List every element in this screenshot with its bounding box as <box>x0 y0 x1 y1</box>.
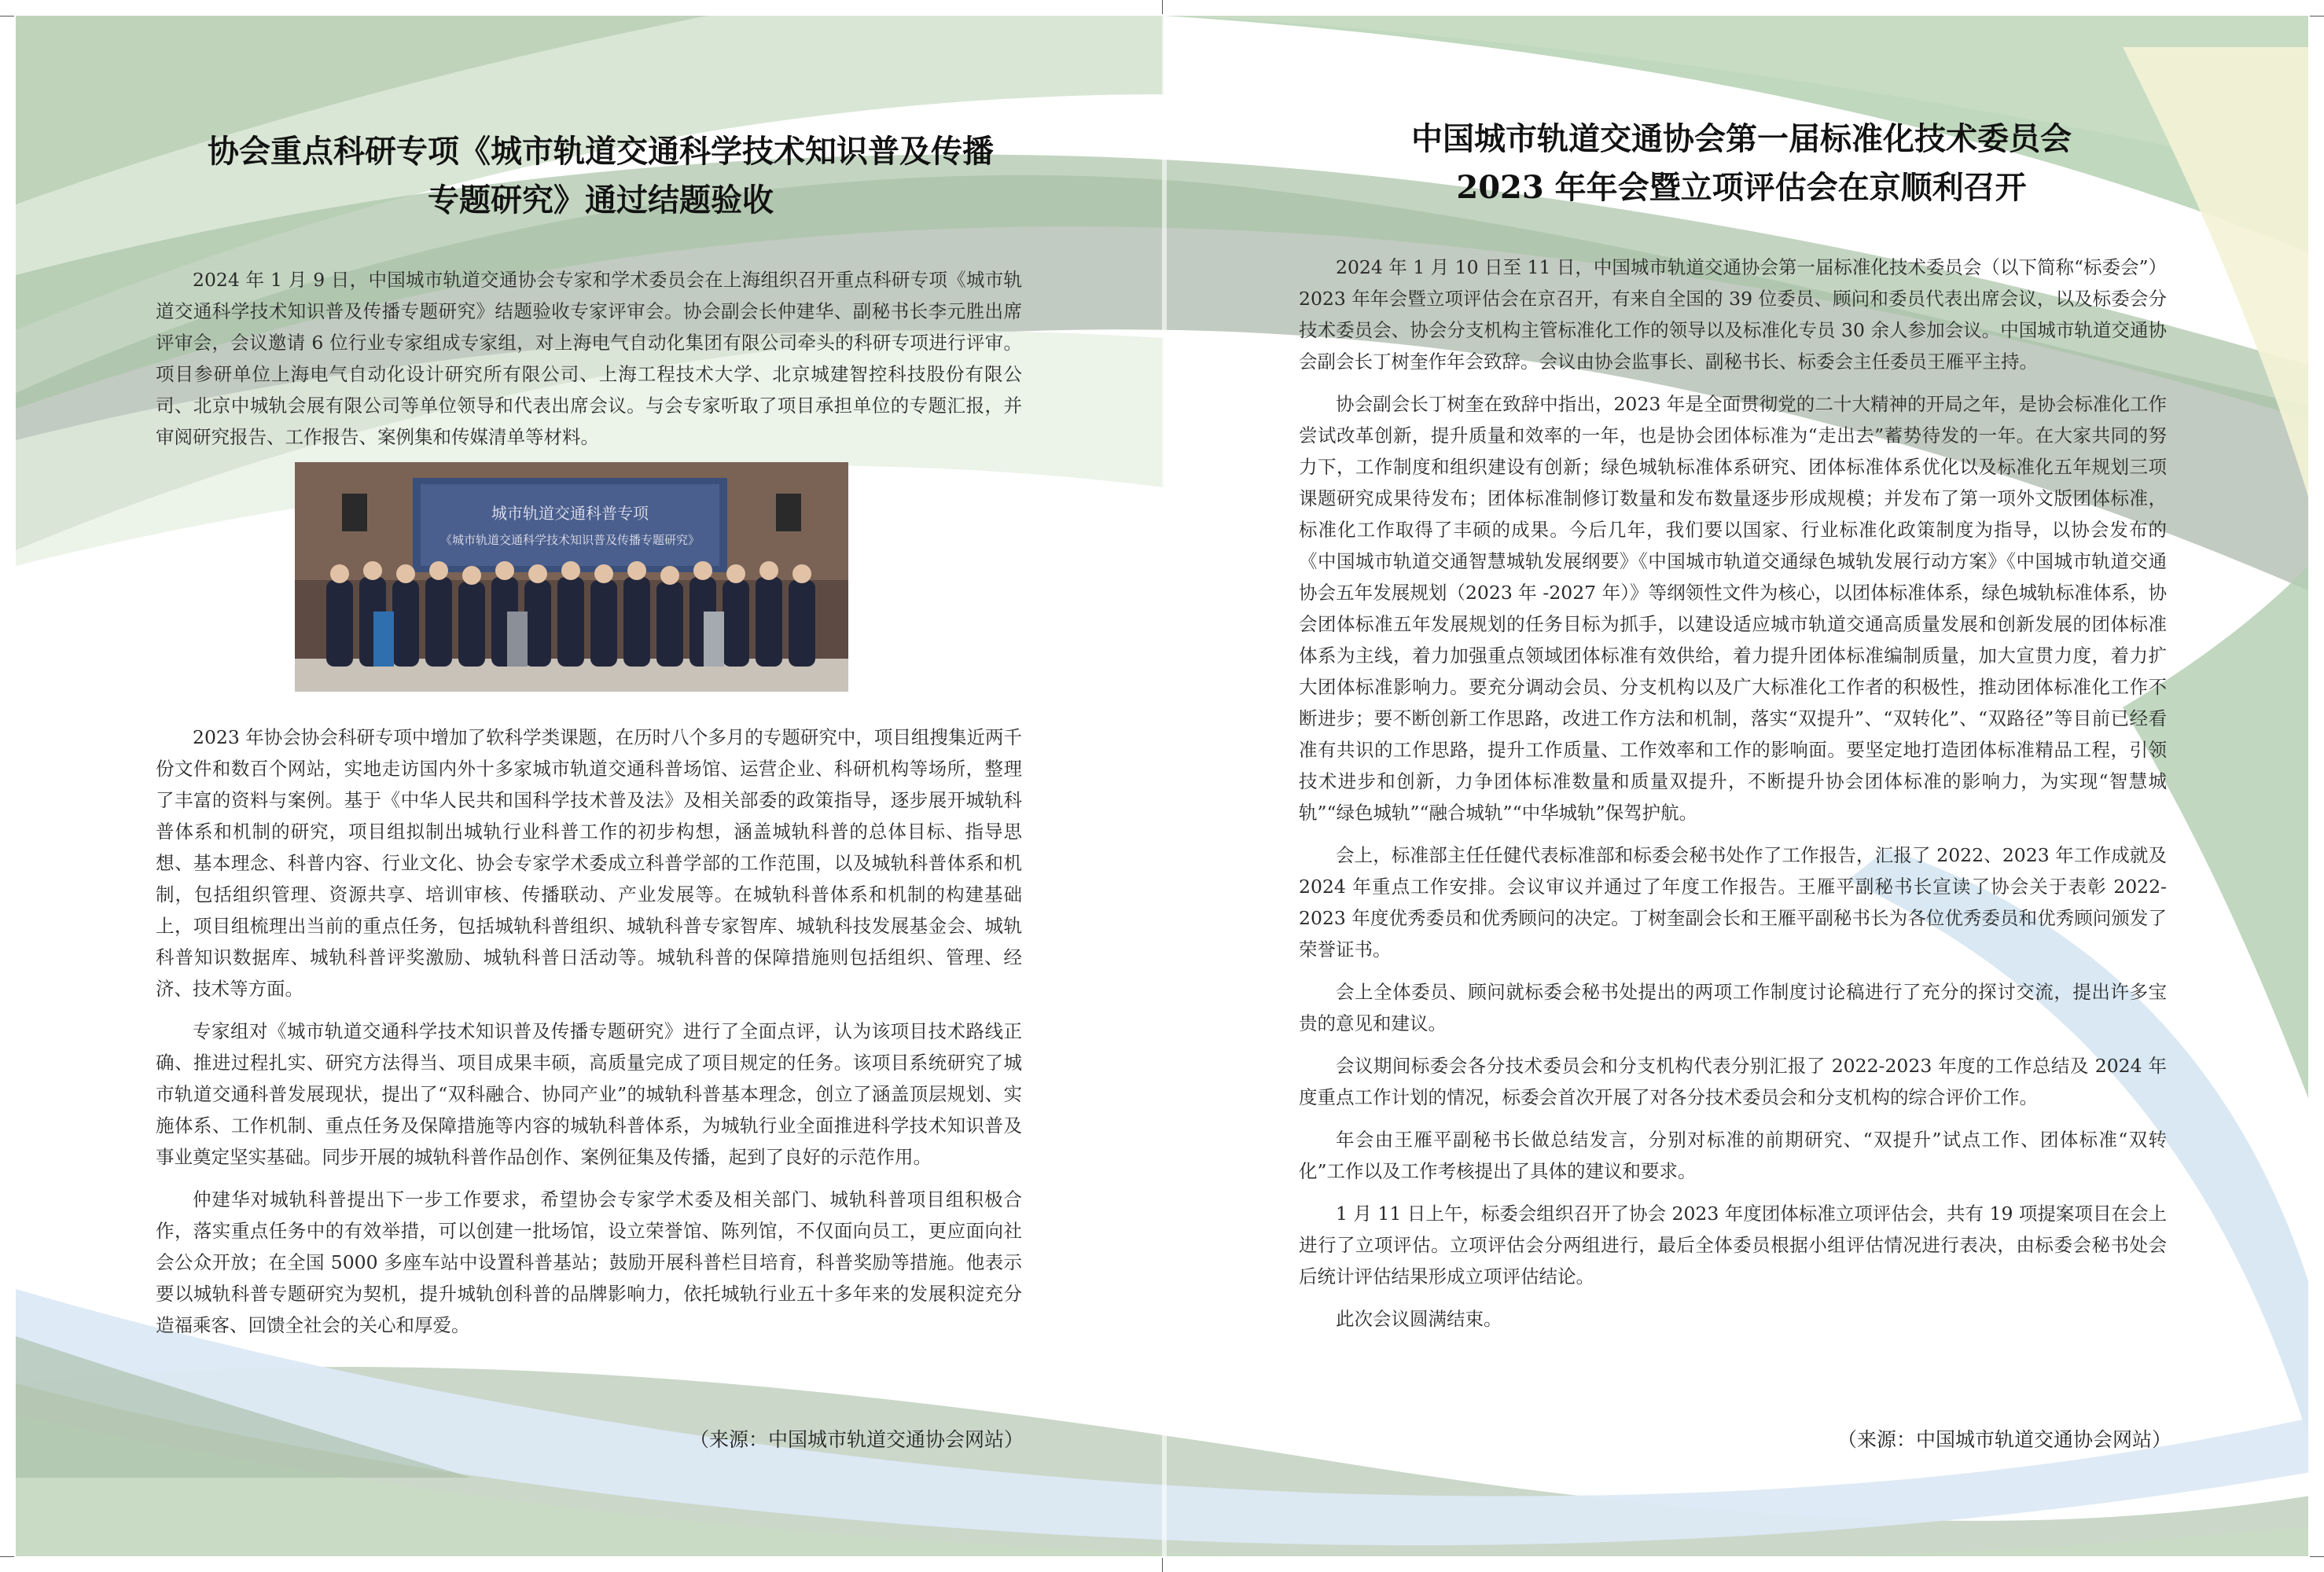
left-title-line-2: 专题研究》通过结题验收 <box>428 182 774 219</box>
group-photo-image <box>295 462 848 692</box>
right-paragraph-2: 协会副会长丁树奎在致辞中指出，2023 年是全面贯彻党的二十大精神的开局之年，是协会标准化工作尝试改革创新，提升质量和效率的一年，也是协会团体标准为“走出去”蓄势待发的一年。在大家共同的努力下，工作制度和组织建设有创新；绿色城轨标准体系研究、团体标准体系优化以及标准化五年规划三项课题研究成果待发布；团体标准制修订数量和发布数量逐步形成规模；并发布了第一项外文版团体标准，标准化工作取得了丰硕的成果。今后几年，我们要以国家、行业标准化政策制度为指导，以协会发布的《中国城市轨道交通智慧城轨发展纲要》《中国城市轨道交通绿色城轨发展行动方案》《中国城市轨道交通协会五年发展规划（2023 年 -2027 年）》等纲领性文件为核心，以团体标准体系，绿色城轨标准体系，协会团体标准五年发展规划的任务目标为抓手，以建设适应城市轨道交通高质量发展和创新发展的团体标准体系为主线，着力加强重点领域团体标准有效供给，着力提升团体标准编制质量，加大宣贯力度，着力扩大团体标准影响力。要充分调动会员、分支机构以及广大标准化工作者的积极性，推动团体标准化工作不断进步；要不断创新工作思路，改进工作方法和机制，落实“双提升”、“双转化”、“双路径”等目前已经看准有共识的工作思路，提升工作质量、工作效率和工作的影响面。要坚定地打造团体标准精品工程，引领技术进步和创新，力争团体标准数量和质量双提升，不断提升协会团体标准的影响力，为实现“智慧城轨”“绿色城轨”“融合城轨”“中华城轨”保驾护航。 <box>1299 393 2167 824</box>
crop-mark <box>2310 1556 2324 1557</box>
right-paragraph-8: 此次会议圆满结束。 <box>1336 1308 1502 1330</box>
photo-banner-line-1: 城市轨道交通科普专项 <box>491 504 649 523</box>
left-article-title <box>179 127 1022 225</box>
right-paragraph-6: 年会由王雁平副秘书长做总结发言，分别对标准的前期研究、“双提升”试点工作、团体标准“双转化”工作以及工作考核提出了具体的建议和要求。 <box>1299 1129 2167 1182</box>
right-paragraph-3: 会上，标准部主任任健代表标准部和标委会秘书处作了工作报告，汇报了 2022、2023 年工作成就及 2024 年重点工作安排。会议审议并通过了年度工作报告。王雁平副秘书长宣读了协会关于表彰 2022-2023 年度优秀委员和优秀顾问的决定。丁树奎副会长和王雁平副秘书长为各位优秀委员和优秀顾问颁发了荣誉证书。 <box>1299 844 2167 960</box>
right-paragraph-4: 会上全体委员、顾问就标委会秘书处提出的两项工作制度讨论稿进行了充分的探讨交流，提出许多宝贵的意见和建议。 <box>1299 981 2167 1034</box>
left-paragraph-4: 仲建华对城轨科普提出下一步工作要求，希望协会专家学术委及相关部门、城轨科普项目组积极合作，落实重点任务中的有效举措，可以创建一批场馆，设立荣誉馆、陈列馆，不仅面向员工，更应面向社会公众开放；在全国 5000 多座车站中设置科普基站；鼓励开展科普栏目培育，科普奖励等措施。他表示要以城轨科普专题研究为契机，提升城轨创科普的品牌影响力，依托城轨行业五十多年来的发展积淀充分造福乘客、回馈全社会的关心和厚爱。 <box>156 1188 1022 1336</box>
right-title-line-1: 中国城市轨道交通协会第一届标准化技术委员会 <box>1411 120 2072 157</box>
right-paragraph-1: 2024 年 1 月 10 日至 11 日，中国城市轨道交通协会第一届标准化技术委员会（以下简称“标委会”）2023 年年会暨立项评估会在京召开，有来自全国的 39 位委员、顾问和委员代表出席会议，以及标委会分技术委员会、协会分支机构主管标准化工作的领导以及标准化专员 30 余人参加会议。中国城市轨道交通协会副会长丁树奎作年会致辞。会议由协会监事长、副秘书长、标委会主任委员王雁平主持。 <box>1299 256 2167 373</box>
right-title-line-2: 2023 年年会暨立项评估会在京顺利召开 <box>1456 169 2027 206</box>
left-source-credit: （来源：中国城市轨道交通协会网站） <box>689 1428 1024 1451</box>
crop-mark <box>0 1556 14 1557</box>
right-paragraph-7: 1 月 11 日上午，标委会组织召开了协会 2023 年度团体标准立项评估会，共有 19 项提案项目在会上进行了立项评估。立项评估会分两组进行，最后全体委员根据小组评估情况进行表决，由标委会秘书处会后统计评估结果形成立项评估结论。 <box>1299 1203 2167 1287</box>
right-article <box>1305 115 2178 212</box>
right-source-credit: （来源：中国城市轨道交通协会网站） <box>1837 1428 2171 1451</box>
left-article <box>179 127 1022 225</box>
left-paragraph-1: 2024 年 1 月 9 日，中国城市轨道交通协会专家和学术委员会在上海组织召开重点科研专项《城市轨道交通科学技术知识普及传播专题研究》结题验收专家评审会。协会副会长仲建华、副秘书长李元胜出席评审会，会议邀请 6 位行业专家组成专家组，对上海电气自动化集团有限公司牵头的科研专项进行评审。项目参研单位上海电气自动化设计研究所有限公司、上海工程技术大学、北京城建智控科技股份有限公司、北京中城轨会展有限公司等单位领导和代表出席会议。与会专家听取了项目承担单位的专题汇报，并审阅研究报告、工作报告、案例集和传媒清单等材料。 <box>156 269 1022 448</box>
left-title-line-1: 协会重点科研专项《城市轨道交通科学技术知识普及传播 <box>208 133 994 170</box>
right-paragraph-5: 会议期间标委会各分技术委员会和分支机构代表分别汇报了 2022-2023 年度的工作总结及 2024 年度重点工作计划的情况，标委会首次开展了对各分技术委员会和分支机构的综合评价工作。 <box>1299 1055 2167 1108</box>
crop-mark <box>0 16 14 17</box>
right-article-title <box>1305 115 2178 212</box>
left-paragraph-3: 专家组对《城市轨道交通科学技术知识普及传播专题研究》进行了全面点评，认为该项目技术路线正确、推进过程扎实、研究方法得当、项目成果丰硕，高质量完成了项目规定的任务。该项目系统研究了城市轨道交通科普发展现状，提出了“双科融合、协同产业”的城轨科普基本理念，创立了涵盖顶层规划、实施体系、工作机制、重点任务及保障措施等内容的城轨科普体系，为城轨行业全面推进科学技术知识普及事业奠定坚实基础。同步开展的城轨科普作品创作、案例征集及传播，起到了良好的示范作用。 <box>156 1020 1022 1168</box>
photo-banner-line-2: 《城市轨道交通科学技术知识普及传播专题研究》 <box>439 533 701 547</box>
crop-mark <box>2310 16 2324 17</box>
crop-mark <box>1162 0 1163 14</box>
left-article-body-bottom <box>156 722 1022 1352</box>
crop-mark <box>1162 1558 1163 1572</box>
left-article-body-top <box>156 264 1022 464</box>
left-paragraph-2: 2023 年协会协会科研专项中增加了软科学类课题，在历时八个多月的专题研究中，项目组搜集近两千份文件和数百个网站，实地走访国内外十多家城市轨道交通科普场馆、运营企业、科研机构等场所，整理了丰富的资料与案例。基于《中华人民共和国科学技术普及法》及相关部委的政策指导，逐步展开城轨科普体系和机制的研究，项目组拟制出城轨行业科普工作的初步构想，涵盖城轨科普的总体目标、指导思想、基本理念、科普内容、行业文化、协会专家学术委成立科普学部的工作范围，以及城轨科普体系和机制，包括组织管理、资源共享、培训审核、传播联动、产业发展等。在城轨科普体系和机制的构建基础上，项目组梳理出当前的重点任务，包括城轨科普组织、城轨科普专家智库、城轨科技发展基金会、城轨科普知识数据库、城轨科普评奖激励、城轨科普日活动等。城轨科普的保障措施则包括组织、管理、经济、技术等方面。 <box>156 726 1022 1000</box>
left-group-photo <box>295 462 848 692</box>
right-article-body <box>1299 252 2167 1346</box>
